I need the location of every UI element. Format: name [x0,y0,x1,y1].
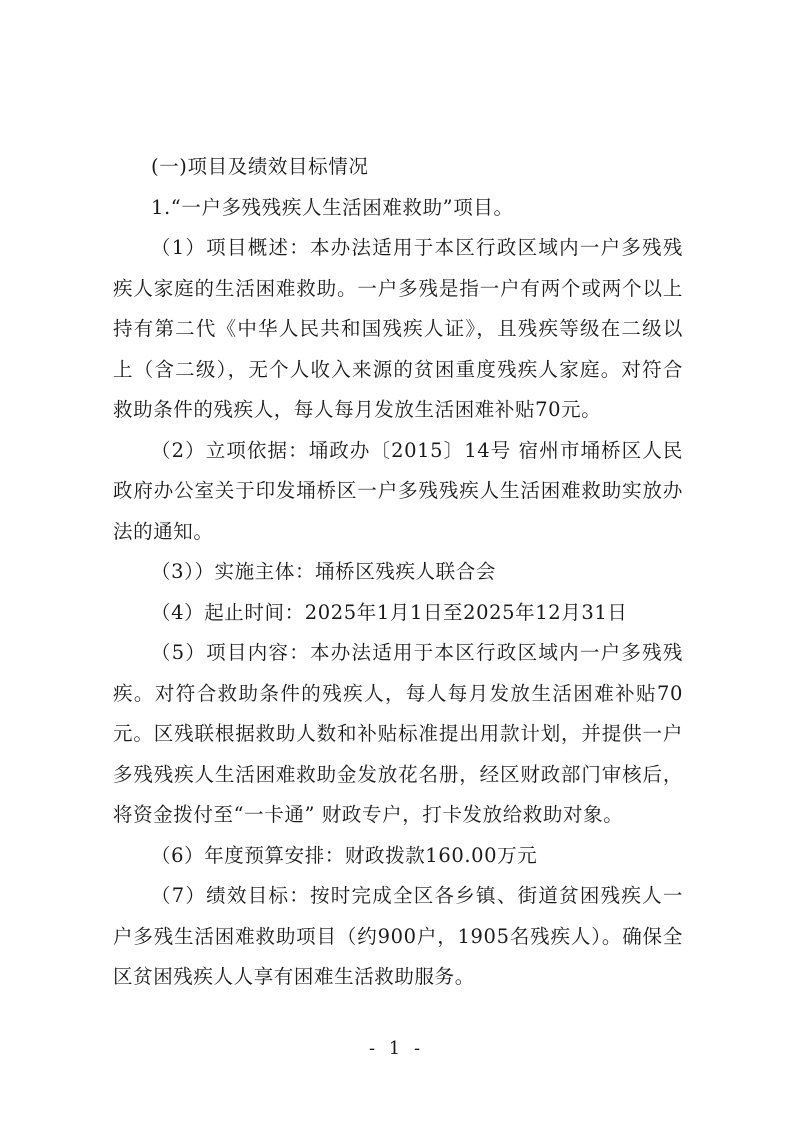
paragraph-overview: （1）项目概述：本办法适用于本区行政区域内一户多残残疾人家庭的生活困难救助。一户多残是指一户有两个或两个以上持有第二代《中华人民共和国残疾人证》，且残疾等级在二级以上（含二级），无个人收入来源的贫困重度残疾人家庭。对符合救助条件的残疾人，每人每月发放生活困难补贴70元。 [113,236,683,421]
paragraph-goals: （7）绩效目标：按时完成全区各乡镇、街道贫困残疾人一户多残生活困难救助项目（约900户，1905名残疾人）。确保全区贫困残疾人人享有困难生活救助服务。 [113,884,683,988]
paragraph-basis: （2）立项依据：埇政办〔2015〕14号 宿州市埇桥区人民政府办公室关于印发埇桥区一户多残残疾人生活困难救助实放办法的通知。 [113,438,683,543]
section-heading: (一)项目及绩效目标情况 [151,155,369,178]
paragraph-budget: （6）年度预算安排：财政拨款160.00万元 [151,843,538,867]
paragraph-content: （5）项目内容：本办法适用于本区行政区域内一户多残残疾。对符合救助条件的残疾人，每人每月发放生活困难补贴70元。区残联根据救助人数和补贴标准提出用款计划，并提供一户多残残疾人生活困难救助金发放花名册，经区财政部门审核后，将资金拨付至“一卡通” 财政专户，打卡发放给救助对象。 [113,641,683,826]
page-number: - 1 - [368,1038,425,1059]
document-body [113,147,683,998]
paragraph-implementer: （3））实施主体：埇桥区残疾人联合会 [151,560,496,583]
paragraph-period: （4）起止时间：2025年1月1日至2025年12月31日 [151,600,628,624]
item-heading: 1.“一户多残残疾人生活困难救助”项目。 [151,195,514,219]
